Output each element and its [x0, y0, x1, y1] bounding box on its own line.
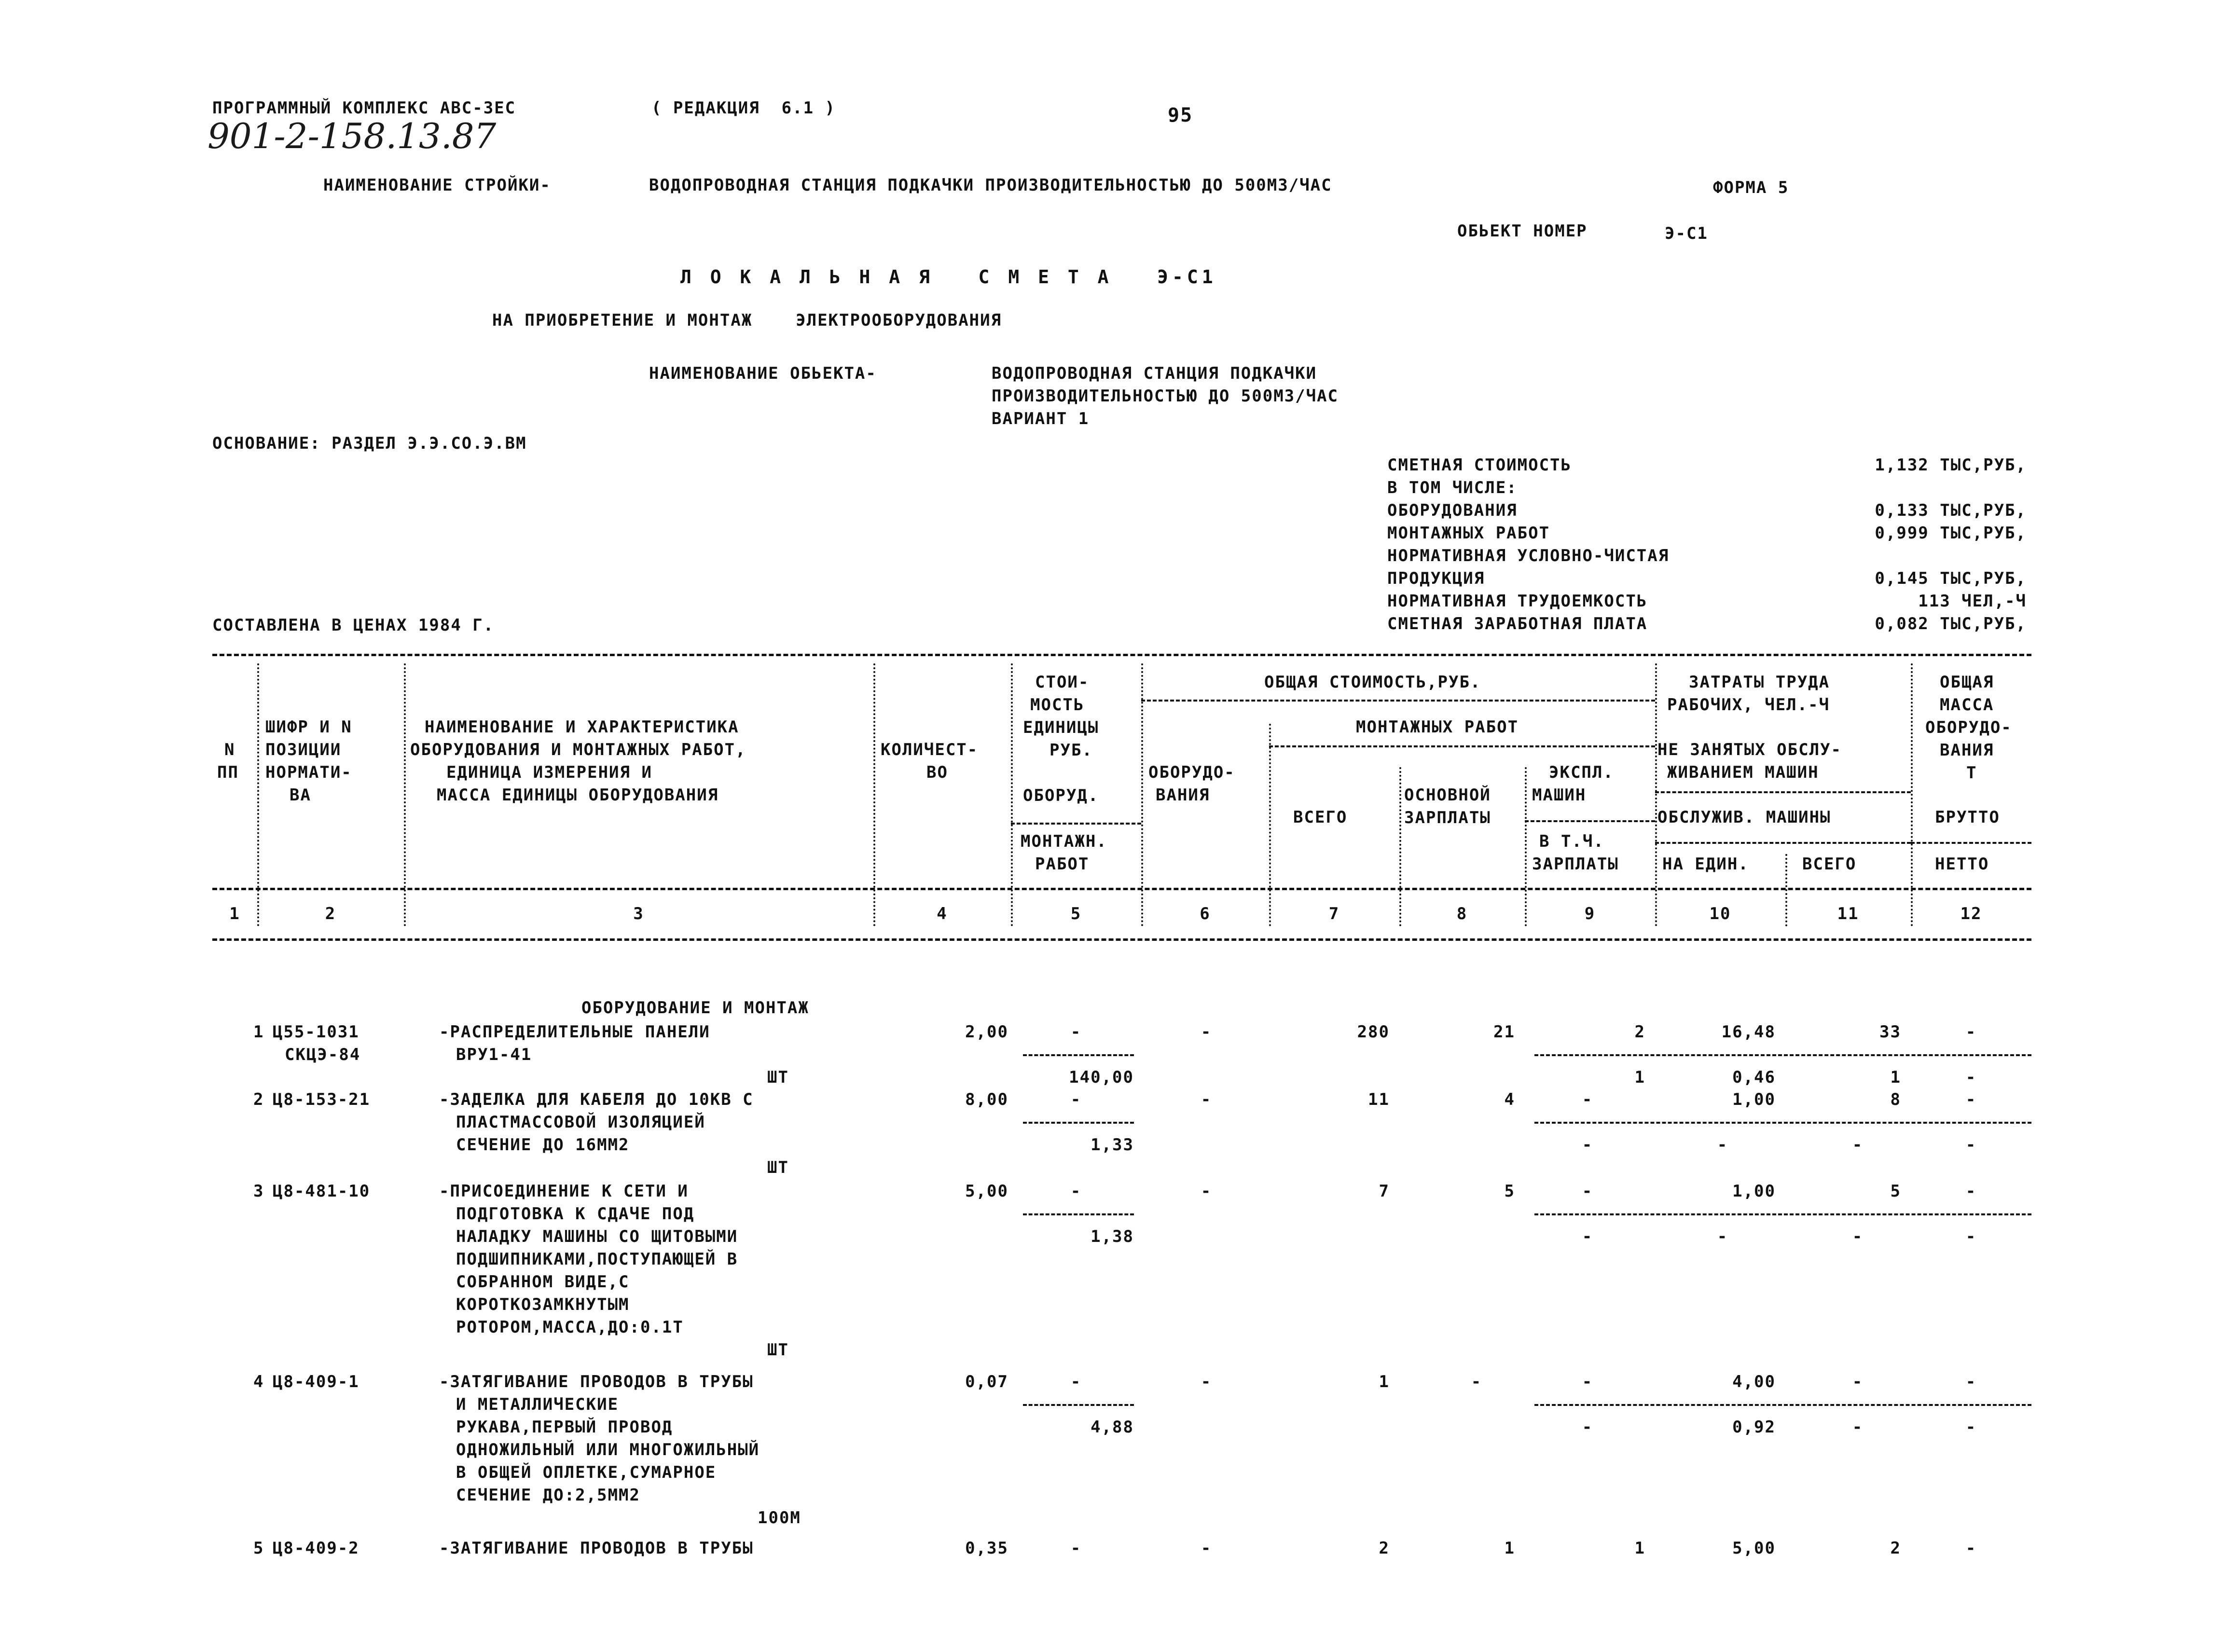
row-right-divider: [1534, 1054, 2031, 1056]
row-c5b: 1,38: [1091, 1227, 1134, 1246]
col6-header: ВАНИЯ: [1156, 785, 1210, 805]
row-c5-divider: [1023, 1213, 1134, 1215]
row-c10a: 1,00: [1732, 1182, 1776, 1201]
row-c5a: -: [1070, 1539, 1082, 1558]
row-name: -ЗАТЯГИВАНИЕ ПРОВОДОВ В ТРУБЫ: [439, 1539, 754, 1558]
row-right-divider: [1534, 1213, 2031, 1215]
row-c5b: 1,33: [1091, 1135, 1134, 1155]
section-title: ОБОРУДОВАНИЕ И МОНТАЖ: [581, 998, 809, 1018]
col9-header: МАШИН: [1532, 785, 1587, 805]
column-number: 6: [1200, 904, 1211, 923]
row-c8: 1: [1504, 1539, 1515, 1558]
summary-label: СМЕТНАЯ СТОИМОСТЬ: [1387, 455, 1572, 475]
row-c11b: -: [1852, 1135, 1864, 1155]
row-c10a: 1,00: [1732, 1090, 1776, 1109]
row-c7: 280: [1357, 1022, 1390, 1042]
row-c5-divider: [1023, 1054, 1134, 1056]
document-title: Л О К А Л Ь Н А Я С М Е Т А Э-С1: [680, 266, 1217, 288]
column-separator: [404, 663, 406, 926]
row-c9b: -: [1582, 1418, 1593, 1437]
row-name: -ЗАТЯГИВАНИЕ ПРОВОДОВ В ТРУБЫ: [439, 1372, 754, 1391]
column-number: 2: [325, 904, 336, 923]
row-name: ВРУ1-41: [456, 1045, 532, 1064]
row-name: РУКАВА,ПЕРВЫЙ ПРОВОД: [456, 1418, 673, 1437]
row-c11a: 5: [1890, 1182, 1901, 1201]
summary-value: 0,082 ТЫС,РУБ,: [1875, 614, 2027, 633]
row-name: СЕЧЕНИЕ ДО 16ММ2: [456, 1135, 630, 1155]
row-c9b: -: [1582, 1227, 1593, 1246]
row-number: 1: [253, 1022, 264, 1042]
table-top-rule: [212, 654, 2031, 656]
header-inner-rule: [1525, 820, 1655, 822]
row-number: 4: [253, 1372, 264, 1391]
col1-header: N: [224, 740, 235, 759]
col3-header: ОБОРУДОВАНИЯ И МОНТАЖНЫХ РАБОТ,: [410, 740, 746, 759]
document-subtitle: НА ПРИОБРЕТЕНИЕ И МОНТАЖ ЭЛЕКТРООБОРУДОВАНИЯ: [492, 311, 1002, 330]
header-inner-rule: [1141, 700, 1655, 702]
summary-value: 0,145 ТЫС,РУБ,: [1875, 569, 2027, 588]
construction-name: ВОДОПРОВОДНАЯ СТАНЦИЯ ПОДКАЧКИ ПРОИЗВОДИТЕЛЬНОСТЬЮ ДО 500М3/ЧАС: [649, 176, 1332, 195]
col12-header: ОБОРУДО-: [1925, 718, 2012, 737]
row-c11a: -: [1852, 1372, 1864, 1391]
row-name: РОТОРОМ,МАССА,ДО:0.1Т: [456, 1318, 684, 1337]
row-c7: 7: [1379, 1182, 1390, 1201]
col9-header: ЗАРПЛАТЫ: [1532, 854, 1619, 874]
row-c5-divider: [1023, 1404, 1134, 1406]
col12-header: МАССА: [1940, 695, 1994, 715]
total-cost-group-header: ОБЩАЯ СТОИМОСТЬ,РУБ.: [1264, 673, 1481, 692]
row-code: Ц8-409-1: [273, 1372, 359, 1391]
header-inner-rule: [1655, 791, 1911, 793]
col11-header: ВСЕГО: [1802, 854, 1857, 874]
col2-header: ПОЗИЦИИ: [265, 740, 342, 759]
col3-header: ЕДИНИЦА ИЗМЕРЕНИЯ И: [446, 763, 652, 782]
row-qty: 0,35: [965, 1539, 1008, 1558]
row-c12a: -: [1965, 1090, 1977, 1109]
row-unit: ШТ: [767, 1340, 789, 1360]
col4-header: КОЛИЧЕСТ-: [881, 740, 979, 759]
basis-text: ОСНОВАНИЕ: РАЗДЕЛ Э.Э.СО.Э.ВМ: [212, 434, 527, 453]
row-name: НАЛАДКУ МАШИНЫ СО ЩИТОВЫМИ: [456, 1227, 738, 1246]
summary-label: ПРОДУКЦИЯ: [1387, 569, 1485, 588]
row-qty: 5,00: [965, 1182, 1008, 1201]
col2-header: ШИФР И N: [265, 717, 352, 737]
summary-label: В ТОМ ЧИСЛЕ:: [1387, 478, 1518, 497]
col12-header: БРУТТО: [1935, 808, 2000, 827]
column-number: 4: [937, 904, 948, 923]
col1-header: ПП: [217, 763, 239, 782]
col12-header: ВАНИЯ: [1940, 741, 1994, 760]
row-c9a: -: [1582, 1182, 1593, 1201]
column-separator: [1269, 724, 1271, 926]
row-c10b: 0,92: [1732, 1418, 1776, 1437]
summary-value: 1,132 ТЫС,РУБ,: [1875, 455, 2027, 475]
row-name: ОДНОЖИЛЬНЫЙ ИЛИ МНОГОЖИЛЬНЫЙ: [456, 1440, 760, 1459]
program-edition: ( РЕДАКЦИЯ 6.1 ): [651, 98, 836, 118]
row-c6: -: [1201, 1372, 1212, 1391]
object-name-line-3: ВАРИАНТ 1: [992, 409, 1090, 428]
row-unit: 100М: [758, 1508, 801, 1528]
col4-header: ВО: [926, 763, 948, 782]
summary-label: ОБОРУДОВАНИЯ: [1387, 501, 1518, 520]
column-number: 3: [633, 904, 644, 923]
col12-header: Т: [1966, 763, 1977, 783]
row-c12a: -: [1965, 1539, 1977, 1558]
installation-group-header: МОНТАЖНЫХ РАБОТ: [1356, 717, 1519, 737]
price-basis-text: СОСТАВЛЕНА В ЦЕНАХ 1984 Г.: [212, 616, 495, 635]
row-qty: 8,00: [965, 1090, 1008, 1109]
construction-label: НАИМЕНОВАНИЕ СТРОЙКИ-: [323, 176, 551, 195]
column-separator: [873, 663, 875, 926]
row-c7: 11: [1368, 1090, 1390, 1109]
row-c12b: -: [1965, 1135, 1977, 1155]
object-name-line-1: ВОДОПРОВОДНАЯ СТАНЦИЯ ПОДКАЧКИ: [992, 364, 1317, 383]
row-number: 2: [253, 1090, 264, 1109]
row-c12a: -: [1965, 1022, 1977, 1042]
row-c11b: -: [1852, 1227, 1864, 1246]
row-c6: -: [1201, 1022, 1212, 1042]
row-code: СКЦЭ-84: [285, 1045, 361, 1064]
column-separator: [1141, 663, 1143, 926]
row-name: КОРОТКОЗАМКНУТЫМ: [456, 1295, 630, 1314]
header-inner-rule: [1655, 842, 1911, 844]
column-number: 8: [1456, 904, 1468, 923]
row-name: -ПРИСОЕДИНЕНИЕ К СЕТИ И: [439, 1182, 689, 1201]
col2-header: НОРМАТИ-: [265, 763, 352, 782]
col8-header: ЗАРПЛАТЫ: [1404, 808, 1491, 827]
row-name: СЕЧЕНИЕ ДО:2,5ММ2: [456, 1486, 640, 1505]
row-c9a: -: [1582, 1372, 1593, 1391]
row-c9a: 1: [1634, 1539, 1645, 1558]
row-c11a: 8: [1890, 1090, 1901, 1109]
row-c5b: 4,88: [1091, 1418, 1134, 1437]
summary-label: НОРМАТИВНАЯ ТРУДОЕМКОСТЬ: [1387, 592, 1648, 611]
col8-header: ОСНОВНОЙ: [1404, 785, 1491, 805]
col9-header: ЭКСПЛ.: [1549, 763, 1614, 782]
row-c7: 1: [1379, 1372, 1390, 1391]
row-c12a: -: [1965, 1182, 1977, 1201]
row-c12b: -: [1965, 1227, 1977, 1246]
row-c9a: -: [1582, 1090, 1593, 1109]
row-code: Ц8-409-2: [273, 1539, 359, 1558]
summary-label: НОРМАТИВНАЯ УСЛОВНО-ЧИСТАЯ: [1387, 546, 1670, 565]
row-c5a: -: [1070, 1182, 1082, 1201]
labor-group-header: ЗАТРАТЫ ТРУДА: [1689, 673, 1830, 692]
row-c6: -: [1201, 1539, 1212, 1558]
row-name: ПОДГОТОВКА К СДАЧЕ ПОД: [456, 1204, 695, 1224]
header-inner-rule: [1911, 842, 2031, 844]
row-c11a: 33: [1879, 1022, 1901, 1042]
column-number: 7: [1328, 904, 1340, 923]
row-c9b: -: [1582, 1135, 1593, 1155]
labor-group-header: НЕ ЗАНЯТЫХ ОБСЛУ-: [1657, 740, 1842, 759]
object-name-line-2: ПРОИЗВОДИТЕЛЬНОСТЬЮ ДО 500М3/ЧАС: [992, 386, 1339, 406]
row-c5a: -: [1070, 1372, 1082, 1391]
column-number: 5: [1070, 904, 1082, 923]
row-c12a: -: [1965, 1372, 1977, 1391]
labor-group-header: РАБОЧИХ, ЧЕЛ.-Ч: [1667, 695, 1830, 715]
row-c11a: 2: [1890, 1539, 1901, 1558]
summary-value: 113 ЧЕЛ,-Ч: [1918, 592, 2027, 611]
row-unit: ШТ: [767, 1068, 789, 1087]
row-c6: -: [1201, 1090, 1212, 1109]
row-name: ПЛАСТМАССОВОЙ ИЗОЛЯЦИЕЙ: [456, 1113, 705, 1132]
column-number: 12: [1960, 904, 1982, 923]
col3-header: МАССА ЕДИНИЦЫ ОБОРУДОВАНИЯ: [437, 785, 719, 805]
col9-header: В Т.Ч.: [1539, 832, 1604, 851]
col5-header: СТОИ-: [1035, 673, 1090, 692]
col12-header: ОБЩАЯ: [1940, 673, 1994, 692]
object-number-label: ОБЬЕКТ НОМЕР: [1457, 221, 1588, 241]
labor-group-header: ОБСЛУЖИВ. МАШИНЫ: [1657, 808, 1831, 827]
row-c10b: -: [1717, 1227, 1728, 1246]
row-code: Ц8-481-10: [273, 1182, 371, 1201]
row-c10b: -: [1717, 1135, 1728, 1155]
col6-header: ОБОРУДО-: [1148, 763, 1235, 782]
object-number: Э-С1: [1665, 224, 1708, 243]
program-name: ПРОГРАММНЫЙ КОМПЛЕКС АВС-3ЕС: [212, 98, 516, 118]
row-c6: -: [1201, 1182, 1212, 1201]
row-name: И МЕТАЛЛИЧЕСКИЕ: [456, 1395, 619, 1414]
column-number: 11: [1837, 904, 1859, 923]
column-number: 1: [229, 904, 240, 923]
col3-header: НАИМЕНОВАНИЕ И ХАРАКТЕРИСТИКА: [425, 717, 739, 737]
row-c7: 2: [1379, 1539, 1390, 1558]
column-separator: [1011, 663, 1013, 926]
col5-header: ОБОРУД.: [1023, 786, 1099, 805]
col5-header: РАБОТ: [1035, 854, 1090, 874]
row-c5b: 140,00: [1069, 1068, 1134, 1087]
row-c9b: 1: [1634, 1068, 1645, 1087]
row-c12b: -: [1965, 1418, 1977, 1437]
row-c5a: -: [1070, 1090, 1082, 1109]
row-c10a: 5,00: [1732, 1539, 1776, 1558]
header-inner-rule: [1011, 823, 1141, 825]
row-c9a: 2: [1634, 1022, 1645, 1042]
col5-header: МОНТАЖН.: [1021, 832, 1107, 851]
row-unit: ШТ: [767, 1158, 789, 1177]
col5-header: РУБ.: [1049, 741, 1093, 760]
col7-header: ВСЕГО: [1293, 808, 1348, 827]
column-separator: [1655, 663, 1657, 926]
col10-header: НА ЕДИН.: [1662, 854, 1749, 874]
table-number-rule: [212, 938, 2031, 941]
row-qty: 2,00: [965, 1022, 1008, 1042]
row-c5a: -: [1070, 1022, 1082, 1042]
page-number: 95: [1168, 104, 1193, 126]
summary-value: 0,133 ТЫС,РУБ,: [1875, 501, 2027, 520]
labor-group-header: ЖИВАНИЕМ МАШИН: [1667, 763, 1819, 782]
row-c10b: 0,46: [1732, 1068, 1776, 1087]
summary-value: 0,999 ТЫС,РУБ,: [1875, 523, 2027, 543]
column-separator: [257, 663, 259, 926]
row-code: Ц55-1031: [273, 1022, 359, 1042]
row-number: 3: [253, 1182, 264, 1201]
row-c12b: -: [1965, 1068, 1977, 1087]
col12-header: НЕТТО: [1935, 854, 1989, 874]
row-c10a: 16,48: [1721, 1022, 1776, 1042]
row-name: В ОБЩЕЙ ОПЛЕТКЕ,СУМАРНОЕ: [456, 1463, 717, 1482]
row-name: ПОДШИПНИКАМИ,ПОСТУПАЮЩЕЙ В: [456, 1250, 738, 1269]
summary-label: СМЕТНАЯ ЗАРАБОТНАЯ ПЛАТА: [1387, 614, 1648, 633]
row-name: СОБРАННОМ ВИДЕ,С: [456, 1272, 630, 1292]
form-label: ФОРМА 5: [1713, 178, 1789, 197]
column-number: 10: [1709, 904, 1731, 923]
row-c11b: 1: [1890, 1068, 1901, 1087]
row-c8: 5: [1504, 1182, 1515, 1201]
row-c11b: -: [1852, 1418, 1864, 1437]
object-name-label: НАИМЕНОВАНИЕ ОБЬЕКТА-: [649, 364, 877, 383]
column-number: 9: [1584, 904, 1596, 923]
row-c10a: 4,00: [1732, 1372, 1776, 1391]
col2-header: ВА: [290, 785, 311, 805]
row-right-divider: [1534, 1404, 2031, 1406]
row-c8: 4: [1504, 1090, 1515, 1109]
row-qty: 0,07: [965, 1372, 1008, 1391]
row-number: 5: [253, 1539, 264, 1558]
row-c5-divider: [1023, 1122, 1134, 1124]
row-name: -РАСПРЕДЕЛИТЕЛЬНЫЕ ПАНЕЛИ: [439, 1022, 710, 1042]
col5-header: ЕДИНИЦЫ: [1023, 718, 1099, 737]
row-c8: 21: [1493, 1022, 1515, 1042]
row-name: -ЗАДЕЛКА ДЛЯ КАБЕЛЯ ДО 10КВ С: [439, 1090, 754, 1109]
summary-label: МОНТАЖНЫХ РАБОТ: [1387, 523, 1550, 543]
row-code: Ц8-153-21: [273, 1090, 371, 1109]
header-inner-rule: [1269, 745, 1655, 747]
handwritten-code: 901-2-158.13.87: [207, 116, 497, 156]
row-c8: -: [1471, 1372, 1482, 1391]
row-right-divider: [1534, 1122, 2031, 1124]
col5-header: МОСТЬ: [1030, 695, 1085, 715]
column-separator: [1911, 663, 1913, 926]
table-header-rule: [212, 888, 2031, 890]
